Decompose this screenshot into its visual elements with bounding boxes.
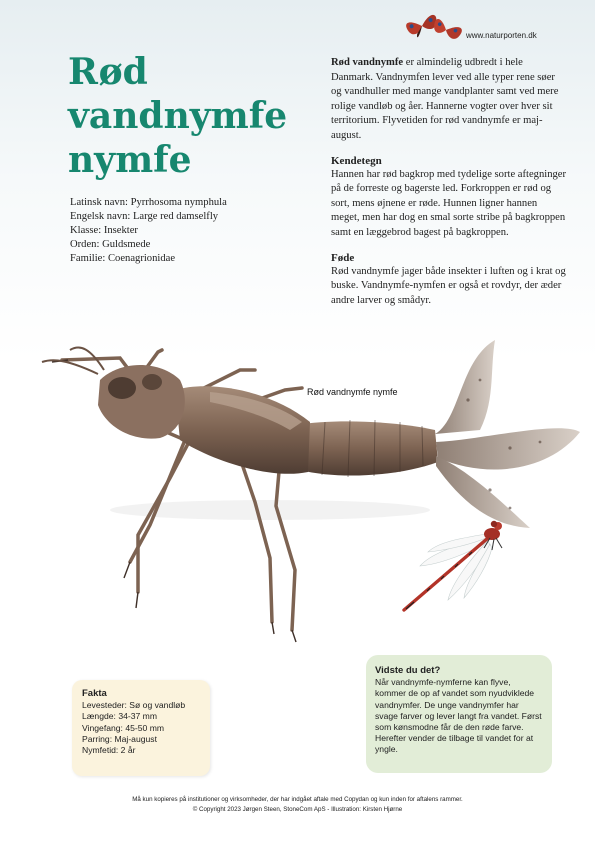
taxonomy-item: Latinsk navn: Pyrrhosoma nymphula xyxy=(70,197,227,208)
section-text-kendetegn: Hannen har rød bagkrop med tydelige sorte aftegninger på de forreste og bagerste led. Forkroppen er rød og sort, mens øjnene er røde. Hunnen ligner hannen meget, men har dog en smal sorte stribe på bagkroppen samt en læggebrod bagest på bagkroppen. xyxy=(331,168,567,238)
copy-notice: Må kun kopieres på institutioner og virksomheder, der har indgået aftale med Copydan og kun inden for aftalens rammer. xyxy=(132,796,463,803)
fakta-item: Nymfetid: 2 år xyxy=(82,745,136,756)
butterflies-logo xyxy=(402,12,464,44)
taxonomy-item: Klasse: Insekter xyxy=(70,225,138,236)
fakta-item: Vingefang: 45-50 mm xyxy=(82,722,165,733)
did-you-know-box xyxy=(366,655,552,773)
fakta-item: Parring: Maj-august xyxy=(82,733,157,744)
taxonomy-item: Engelsk navn: Large red damselfly xyxy=(70,211,219,222)
taxonomy-item: Orden: Guldsmede xyxy=(70,239,151,250)
taxonomy-list xyxy=(70,196,227,266)
title-line: Rød xyxy=(68,51,148,93)
title-line: vandnymfe xyxy=(68,95,288,137)
fakta-list xyxy=(82,700,210,756)
article-column xyxy=(331,56,567,308)
adult-damselfly-illustration xyxy=(392,506,522,618)
section-heading-fode: Føde xyxy=(331,251,355,264)
page-title xyxy=(68,50,287,182)
intro-paragraph xyxy=(331,56,567,144)
footer xyxy=(0,795,595,815)
website-url[interactable]: www.naturporten.dk xyxy=(466,31,537,40)
fakta-item: Længde: 34-37 mm xyxy=(82,711,157,722)
section-heading-kendetegn: Kendetegn xyxy=(331,154,382,167)
fakta-item: Levesteder: Sø og vandløb xyxy=(82,700,186,711)
taxonomy-item: Familie: Coenagrionidae xyxy=(70,253,176,264)
section-text-fode: Rød vandnymfe jager både insekter i luften og i krat og buske. Vandnymfe-nymfen er også et rovdyr, der æder andre larver og smådyr. xyxy=(331,265,566,306)
fakta-heading: Fakta xyxy=(82,688,107,699)
intro-lead: Rød vandnymfe xyxy=(331,57,404,68)
title-line: nymfe xyxy=(68,139,192,181)
copyright: © Copyright 2023 Jørgen Steen, StoneCom ApS - Illustration: Kirsten Hjørne xyxy=(192,806,403,813)
did-you-know-heading: Vidste du det? xyxy=(375,665,441,676)
intro-text: er almindelig udbredt i hele Danmark. Vandnymfen lever ved alle typer rene søer og vandhuller med mange vandplanter samt ved mere rolige vandløb og åer. Hannerne vogter over hver sit territorium. Flyvetiden for rød vandnymfe er maj-august. xyxy=(331,57,559,141)
figure-label: Rød vandnymfe nymfe xyxy=(307,387,398,397)
fakta-box xyxy=(72,680,210,776)
did-you-know-text: Når vandnymfe-nymferne kan flyve, kommer de op af vandet som nyudviklede vandnymfer. De unge vandnymfer har svage farver og lever langt fra vandet. Først som kønsmodne får de den røde farve. Herefter vender de tilbage til vandet for at yngle. xyxy=(375,677,542,755)
